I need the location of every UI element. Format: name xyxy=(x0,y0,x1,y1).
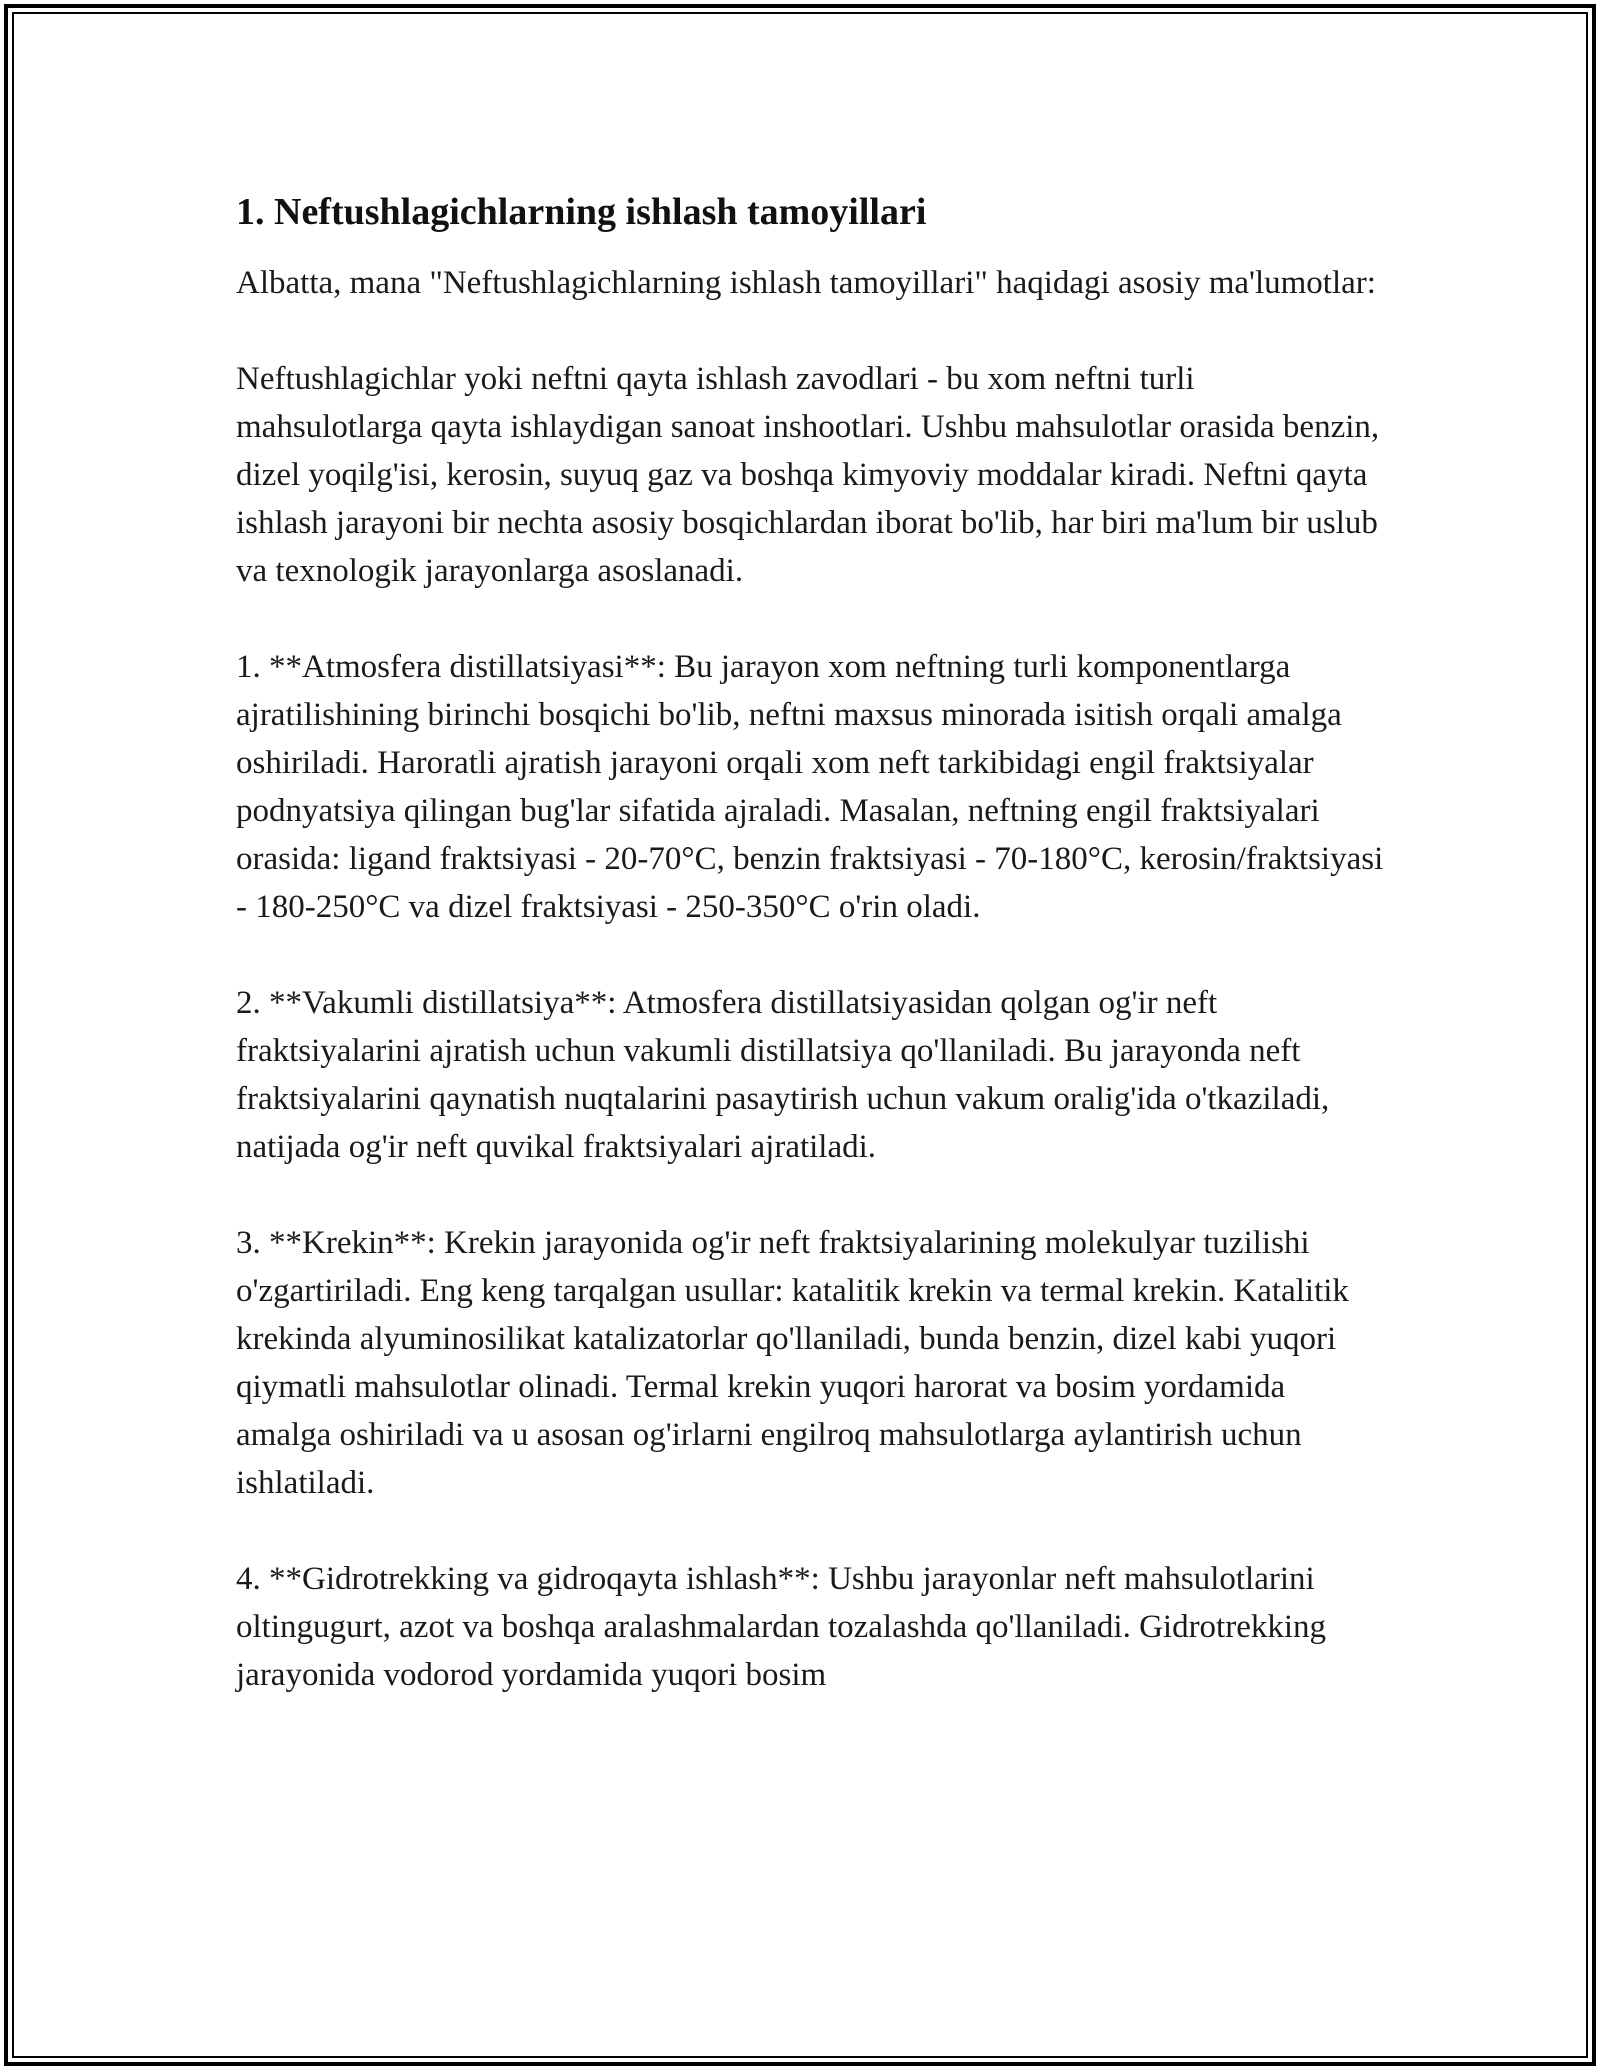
document-body xyxy=(236,187,1386,1699)
intro-paragraph: Albatta, mana "Neftushlagichlarning ishlash tamoyillari" haqidagi asosiy ma'lumotlar: xyxy=(236,265,1376,301)
list-item-vacuum-distillation: 2. **Vakumli distillatsiya**: Atmosfera distillatsiyasidan qolgan og'ir neft fraktsiyalarini ajratish uchun vakumli distillatsiya qo'llaniladi. Bu jarayonda neft fraktsiyalarini qaynatish nuqtalarini pasaytirish uchun vakum oralig'ida o'tkaziladi, natijada og'ir neft quvikal fraktsiyalari ajratiladi. xyxy=(236,985,1330,1165)
list-item-atmospheric-distillation: 1. **Atmosfera distillatsiyasi**: Bu jarayon xom neftning turli komponentlarga ajratilishining birinchi bosqichi bo'lib, neftni maxsus minorada isitish orqali amalga oshiriladi. Haroratli ajratish jarayoni orqali xom neft tarkibidagi engil fraktsiyalar podnyatsiya qilingan bug'lar sifatida ajraladi. Masalan, neftning engil fraktsiyalari orasida: ligand fraktsiyasi - 20-70°C, benzin fraktsiyasi - 70-180°C, kerosin/fraktsiyasi - 180-250°C va dizel fraktsiyasi - 250-350°C o'rin oladi. xyxy=(236,649,1384,925)
list-item-hydrotreating: 4. **Gidrotrekking va gidroqayta ishlash**: Ushbu jarayonlar neft mahsulotlarini oltingugurt, azot va boshqa aralashmalardan tozalashda qo'llaniladi. Gidrotrekking jarayonida vodorod yordamida yuqori bosim xyxy=(236,1561,1327,1693)
list-item-cracking: 3. **Krekin**: Krekin jarayonida og'ir neft fraktsiyalarining molekulyar tuzilishi o'zgartiriladi. Eng keng tarqalgan usullar: katalitik krekin va termal krekin. Katalitik krekinda alyuminosilikat katalizatorlar qo'llaniladi, bunda benzin, dizel kabi yuqori qiymatli mahsulotlar olinadi. Termal krekin yuqori harorat va bosim yordamida amalga oshiriladi va u asosan og'irlarni engilroq mahsulotlarga aylantirish uchun ishlatiladi. xyxy=(236,1225,1349,1501)
section-heading: 1. Neftushlagichlarning ishlash tamoyillari xyxy=(236,191,927,233)
overview-paragraph: Neftushlagichlar yoki neftni qayta ishlash zavodlari - bu xom neftni turli mahsulotlarga qayta ishlaydigan sanoat inshootlari. Ushbu mahsulotlar orasida benzin, dizel yoqilg'isi, kerosin, suyuq gaz va boshqa kimyoviy moddalar kiradi. Neftni qayta ishlash jarayoni bir nechta asosiy bosqichlardan iborat bo'lib, har biri ma'lum bir uslub va texnologik jarayonlarga asoslanadi. xyxy=(236,361,1380,589)
